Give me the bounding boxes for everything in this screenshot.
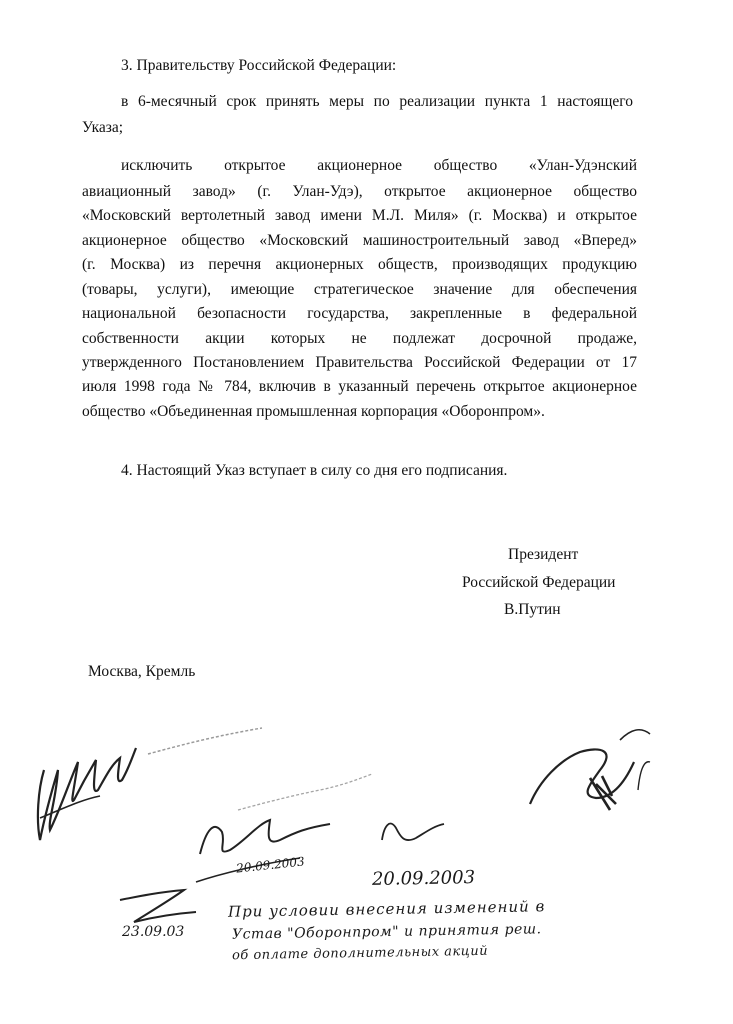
handwritten-date: 23.09.03 xyxy=(122,924,185,940)
signatures-area xyxy=(0,700,733,1024)
place-of-signing: Москва, Кремль xyxy=(88,663,196,680)
handwritten-note-line: При условии внесения изменений в xyxy=(227,897,546,921)
item3-p2-line: собственности акции которых не подлежат досрочной продаже, xyxy=(82,330,637,347)
item3-p2-line: авиационный завод» (г. Улан-Удэ), открытое акционерное общество xyxy=(82,183,637,200)
handwritten-date: 20.09.2003 xyxy=(235,854,306,876)
item3-heading: 3. Правительству Российской Федерации: xyxy=(121,57,397,74)
item4-text: 4. Настоящий Указ вступает в силу со дня его подписания. xyxy=(121,462,508,479)
handwritten-note-line: Устав "Оборонпром" и принятия реш. xyxy=(231,921,542,943)
handwritten-date: 20.09.2003 xyxy=(371,867,476,890)
item3-p1-line2: Указа; xyxy=(82,119,124,136)
item3-p2-line: июля 1998 года № 784, включив в указанный перечень открытое акционерное xyxy=(82,378,637,395)
signature-name: В.Путин xyxy=(504,601,561,618)
signature-country: Российской Федерации xyxy=(462,574,616,591)
item3-p1-line1: в 6-месячный срок принять меры по реализации пункта 1 настоящего xyxy=(121,93,633,110)
signature-scribble-middle xyxy=(200,820,330,854)
signature-scribble-left xyxy=(38,748,136,840)
item3-p2-line: (г. Москва) из перечня акционерных обществ, производящих продукцию xyxy=(82,256,637,273)
item3-p2-line: «Московский вертолетный завод имени М.Л. Миля» (г. Москва) и открытое xyxy=(82,207,637,224)
item3-p2-line: национальной безопасности государства, закрепленные в федеральной xyxy=(82,305,637,322)
item3-p2-line: исключить открытое акционерное общество «Улан-Удэнский xyxy=(121,157,637,174)
signature-scribble-right xyxy=(530,749,634,804)
item3-p2-line: (товары, услуги), имеющие стратегическое значение для обеспечения xyxy=(82,281,637,298)
item3-p2-line: общество «Объединенная промышленная корпорация «Оборонпром». xyxy=(82,403,545,420)
signature-title: Президент xyxy=(508,546,579,563)
signature-scribble-bottom-left xyxy=(120,890,196,922)
handwritten-note-line: об оплате дополнительных акций xyxy=(231,943,489,964)
item3-p2-line: акционерное общество «Московский машиностроительный завод «Вперед» xyxy=(82,232,637,249)
item3-p2-line: утвержденного Постановлением Правительства Российской Федерации от 17 xyxy=(82,354,637,371)
